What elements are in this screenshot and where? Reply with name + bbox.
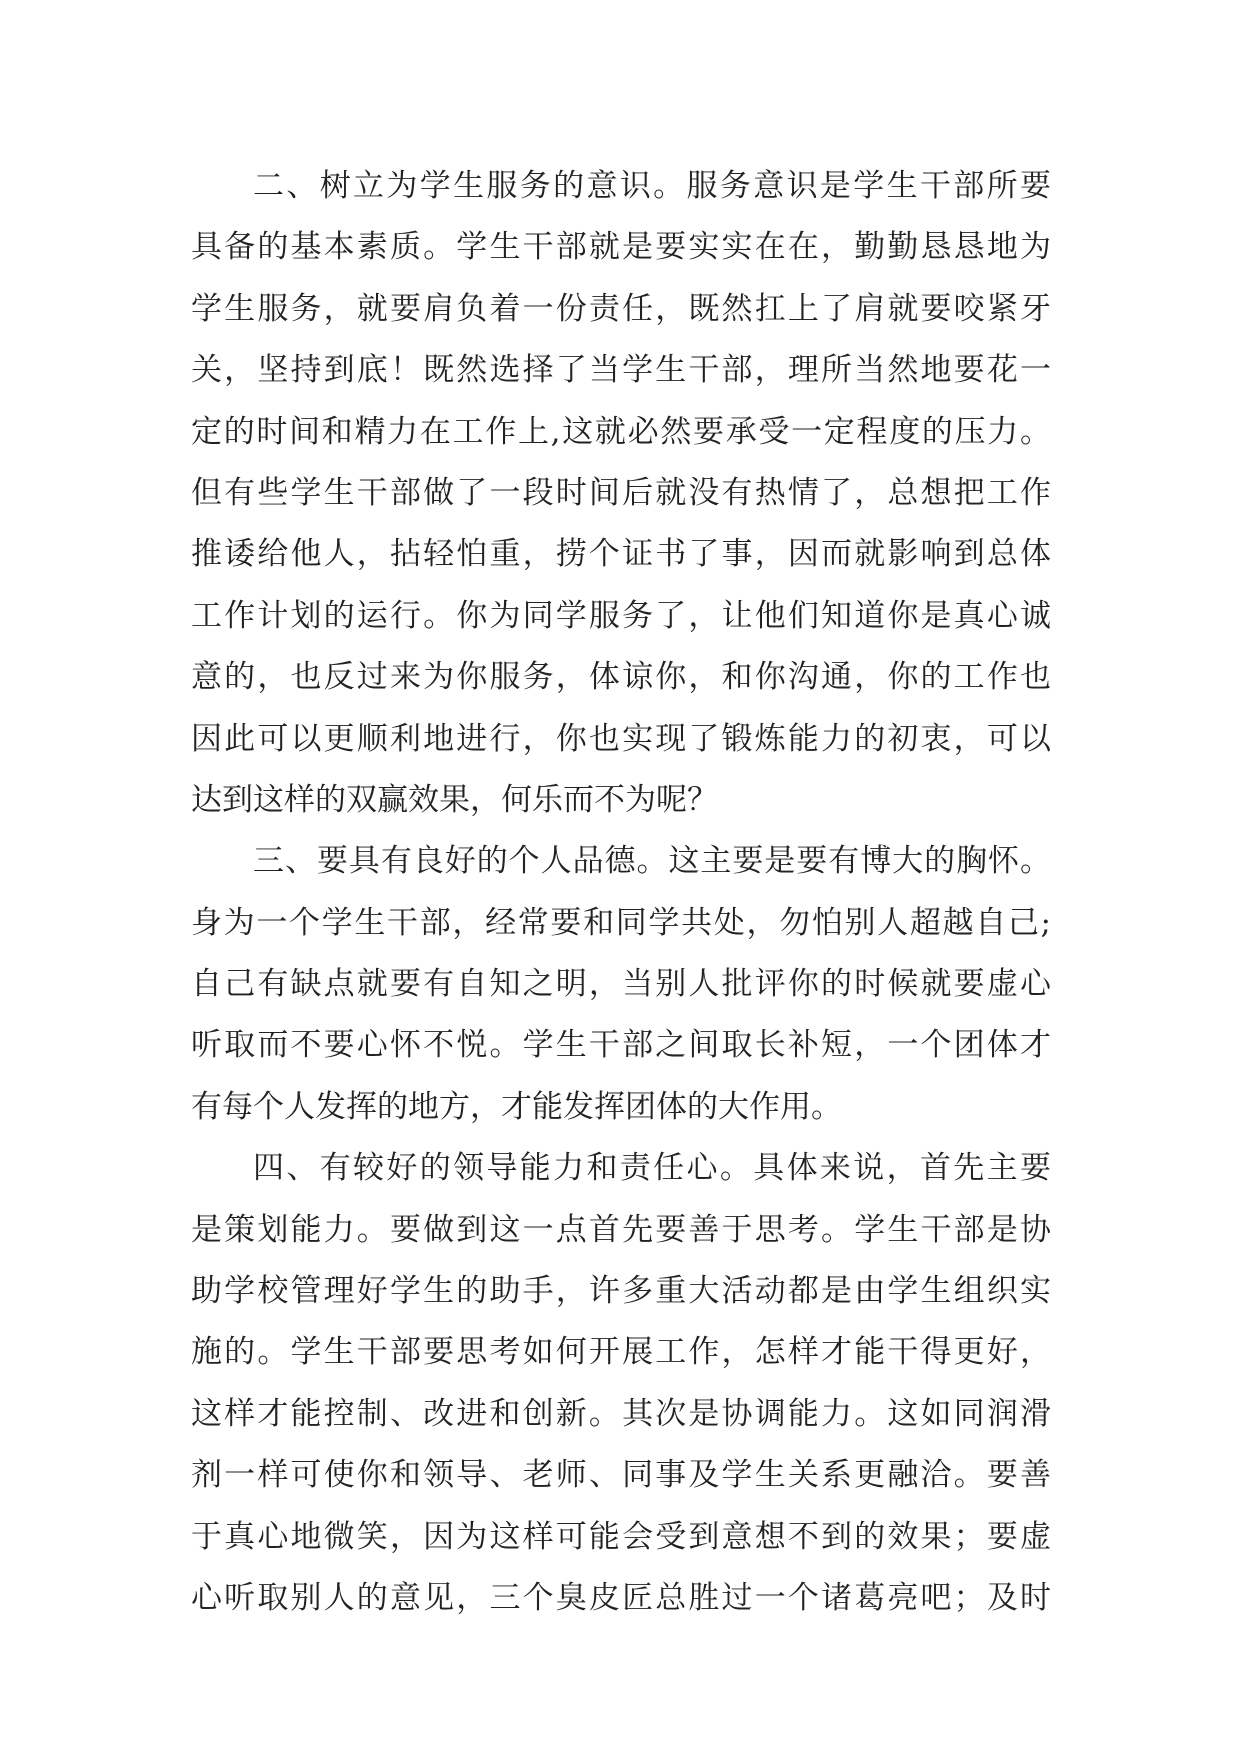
text-line: 助学校管理好学生的助手，许多重大活动都是由学生组织实 — [191, 1273, 1051, 1310]
text-line: 定的时间和精力在工作上,这就必然要承受一定程度的压力。 — [191, 413, 1051, 450]
text-line: 但有些学生干部做了一段时间后就没有热情了，总想把工作 — [191, 474, 1051, 511]
text-line: 听取而不要心怀不悦。学生干部之间取长补短，一个团体才 — [191, 1027, 1051, 1064]
text-line: 施的。学生干部要思考如何开展工作，怎样才能干得更好， — [191, 1334, 1051, 1371]
text-line: 四、有较好的领导能力和责任心。具体来说，首先主要 — [253, 1150, 1051, 1187]
text-line: 身为一个学生干部，经常要和同学共处，勿怕别人超越自己; — [191, 904, 1051, 941]
text-line: 三、要具有良好的个人品德。这主要是要有博大的胸怀。 — [253, 843, 1051, 880]
text-line: 因此可以更顺利地进行，你也实现了锻炼能力的初衷，可以 — [191, 720, 1051, 757]
text-line: 是策划能力。要做到这一点首先要善于思考。学生干部是协 — [191, 1211, 1051, 1248]
text-line: 关，坚持到底！既然选择了当学生干部，理所当然地要花一 — [191, 352, 1051, 389]
text-line: 具备的基本素质。学生干部就是要实实在在，勤勤恳恳地为 — [191, 229, 1051, 266]
text-line: 学生服务，就要肩负着一份责任，既然扛上了肩就要咬紧牙 — [191, 290, 1051, 327]
text-line: 心听取别人的意见，三个臭皮匠总胜过一个诸葛亮吧；及时 — [191, 1579, 1051, 1616]
text-line: 这样才能控制、改进和创新。其次是协调能力。这如同润滑 — [191, 1395, 1051, 1432]
text-line: 意的，也反过来为你服务，体谅你，和你沟通，你的工作也 — [191, 659, 1051, 696]
text-line: 有每个人发挥的地方，才能发挥团体的大作用。 — [191, 1088, 842, 1125]
document-body — [191, 156, 1051, 1629]
text-line: 自己有缺点就要有自知之明，当别人批评你的时候就要虚心 — [191, 966, 1051, 1003]
paragraph-service-awareness — [191, 156, 1051, 831]
text-line: 推诿给他人，拈轻怕重，捞个证书了事，因而就影响到总体 — [191, 536, 1051, 573]
text-line: 二、树立为学生服务的意识。服务意识是学生干部所要 — [253, 168, 1051, 204]
paragraph-personal-character — [191, 831, 1051, 1138]
text-line: 于真心地微笑，因为这样可能会受到意想不到的效果；要虚 — [191, 1518, 1051, 1555]
paragraph-leadership — [191, 1138, 1051, 1629]
text-line: 达到这样的双赢效果，何乐而不为呢？ — [191, 781, 718, 818]
text-line: 剂一样可使你和领导、老师、同事及学生关系更融洽。要善 — [191, 1457, 1051, 1494]
text-line: 工作计划的运行。你为同学服务了，让他们知道你是真心诚 — [191, 597, 1051, 634]
